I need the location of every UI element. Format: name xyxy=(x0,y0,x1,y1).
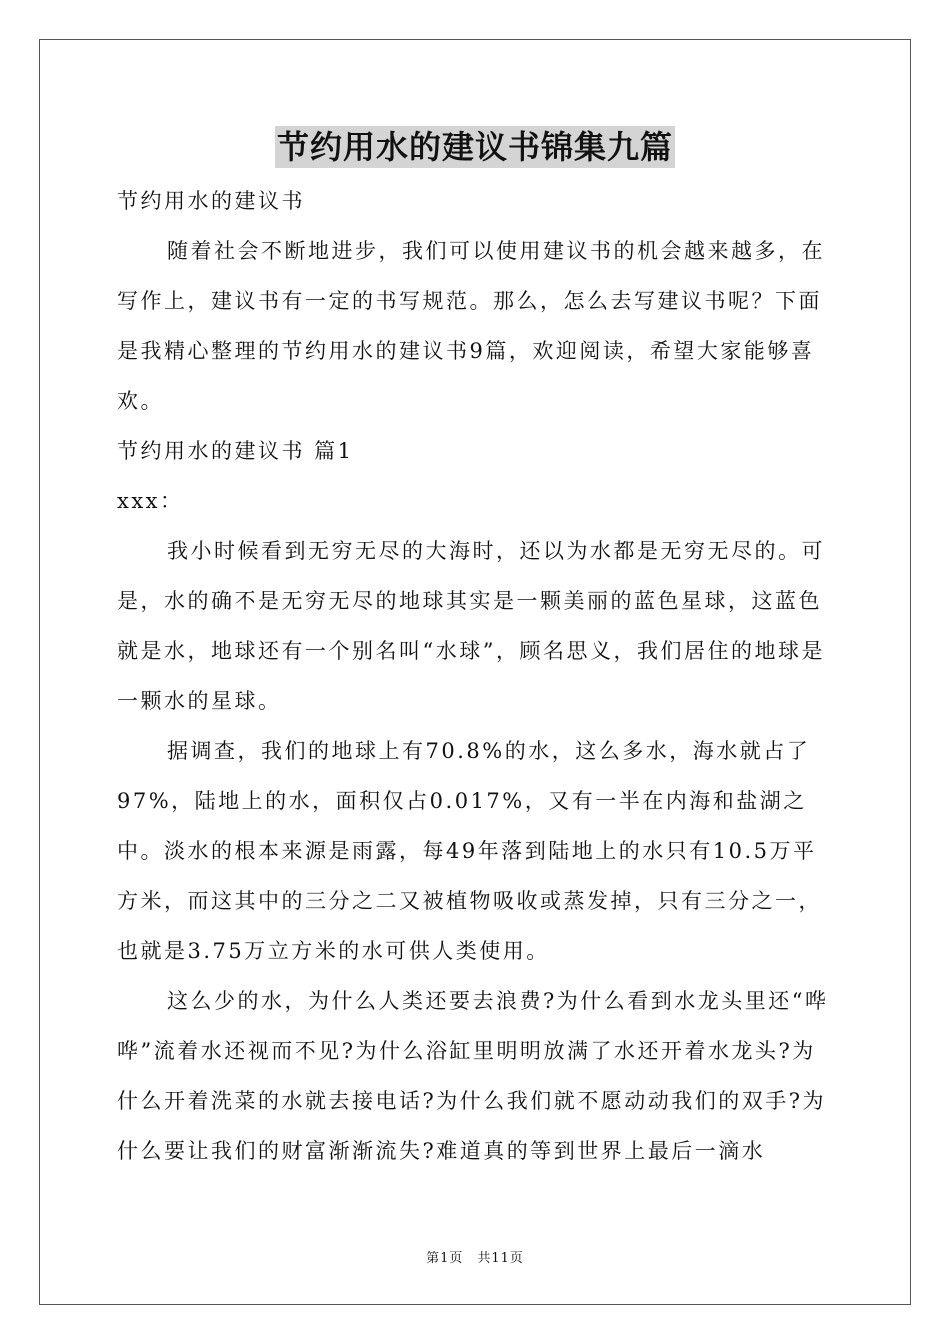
document-title: 节约用水的建议书锦集九篇 xyxy=(276,128,673,166)
salutation: xxx： xyxy=(117,489,184,513)
intro-heading: 节约用水的建议书 xyxy=(117,189,305,213)
page-footer xyxy=(0,1247,950,1266)
document-body xyxy=(117,176,837,1176)
section-heading: 节约用水的建议书 篇1 xyxy=(117,439,354,463)
body-paragraph: 这么少的水，为什么人类还要去浪费?为什么看到水龙头里还“哗哗”流着水还视而不见?为什么浴缸里明明放满了水还开着水龙头?为什么开着洗菜的水就去接电话?为什么我们就不愿动动我们的双手?为什么要让我们的财富渐渐流失?难道真的等到世界上最后一滴水 xyxy=(117,989,829,1163)
intro-paragraph: 随着社会不断地进步，我们可以使用建议书的机会越来越多，在写作上，建议书有一定的书写规范。那么，怎么去写建议书呢？下面是我精心整理的节约用水的建议书9篇，欢迎阅读，希望大家能够喜欢。 xyxy=(117,239,825,413)
page-total: 共11页 xyxy=(477,1251,524,1266)
body-paragraph: 据调查，我们的地球上有70.8%的水，这么多水，海水就占了97%，陆地上的水，面积仅占0.017%，又有一半在内海和盐湖之中。淡水的根本来源是雨露，每49年落到陆地上的水只有10.5万平方米，而这其中的三分之二又被植物吸收或蒸发掉，只有三分之一，也就是3.75万立方米的水可供人类使用。 xyxy=(117,739,822,963)
title-container xyxy=(0,126,950,168)
page-number: 第1页 xyxy=(426,1251,464,1266)
body-paragraph: 我小时候看到无穷无尽的大海时，还以为水都是无穷无尽的。可是，水的确不是无穷无尽的地球其实是一颗美丽的蓝色星球，这蓝色就是水，地球还有一个别名叫“水球”，顾名思义，我们居住的地球是一颗水的星球。 xyxy=(117,539,825,713)
